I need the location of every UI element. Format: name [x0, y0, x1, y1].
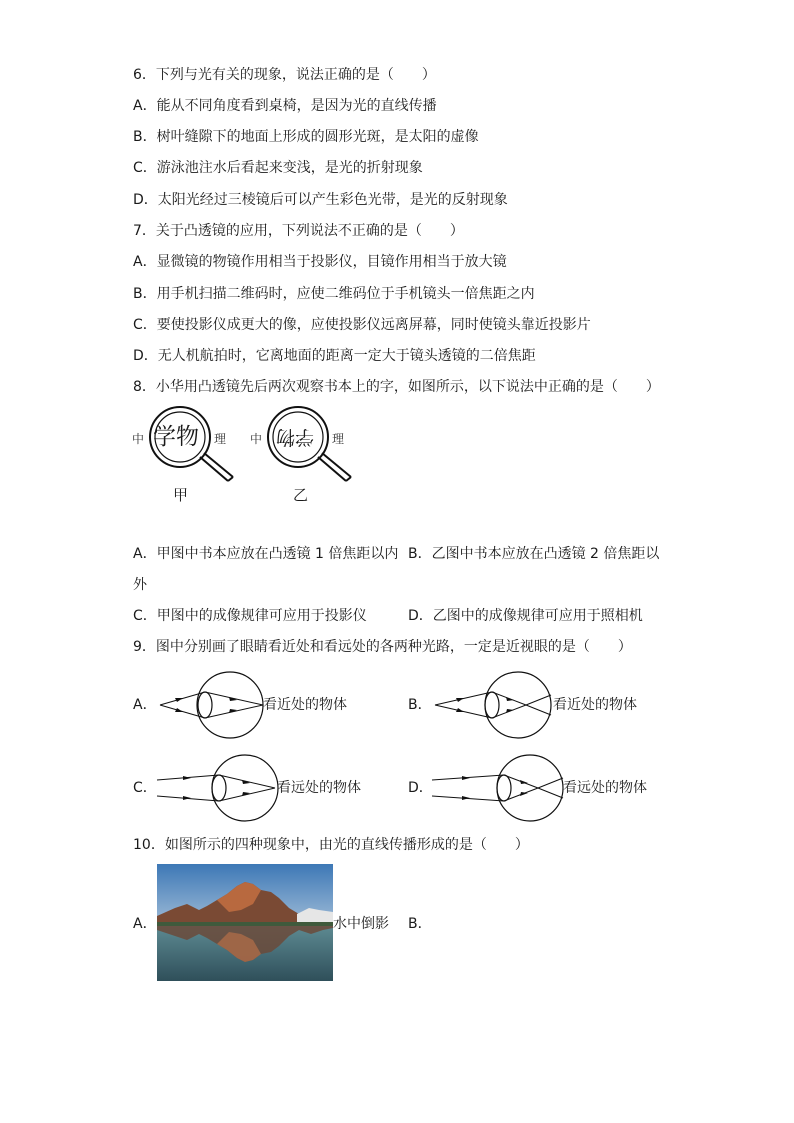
q6-option-b: B．树叶缝隙下的地面上形成的圆形光斑，是太阳的虚像	[133, 129, 479, 145]
q6-option-c: C．游泳池注水后看起来变浅，是光的折射现象	[133, 160, 423, 176]
q7-stem: 7．关于凸透镜的应用，下列说法不正确的是（ ）	[133, 223, 464, 239]
q10-option-a-caption: 水中倒影	[333, 916, 389, 932]
q8-option-b-continued: 外	[133, 577, 147, 593]
q8-yi-magnified-text: 学物	[276, 426, 315, 448]
q8-yi-left-char: 中	[250, 432, 263, 446]
q9-option-d-letter: D．	[408, 780, 433, 796]
q8-option-b: B．乙图中书本应放在凸透镜 2 倍焦距以	[408, 546, 660, 562]
q9-stem: 9．图中分别画了眼睛看近处和看远处的各两种光路，一定是近视眼的是（ ）	[133, 639, 632, 655]
q6-option-d: D．太阳光经过三棱镜后可以产生彩色光带，是光的反射现象	[133, 192, 508, 208]
q7-option-c: C．要使投影仪成更大的像，应使投影仪远离屏幕，同时使镜头靠近投影片	[133, 317, 591, 333]
q8-jia-left-char: 中	[132, 432, 145, 446]
q9-option-a-text: 看近处的物体	[263, 697, 347, 713]
q9-d-eye-diagram	[430, 753, 565, 823]
q10-stem: 10．如图所示的四种现象中，由光的直线传播形成的是（ ）	[133, 837, 529, 853]
q9-b-eye-diagram	[430, 670, 555, 740]
q8-option-d: D．乙图中的成像规律可应用于照相机	[408, 608, 643, 624]
q10-option-b-letter: B．	[408, 916, 432, 932]
q6-option-a: A．能从不同角度看到桌椅，是因为光的直线传播	[133, 98, 437, 114]
q9-c-eye-diagram	[155, 753, 280, 823]
q8-yi-right-char: 理	[332, 432, 345, 446]
q8-figure-jia	[130, 405, 250, 510]
q7-option-d: D．无人机航拍时，它离地面的距离一定大于镜头透镜的二倍焦距	[133, 348, 536, 364]
q8-stem: 8．小华用凸透镜先后两次观察书本上的字，如图所示，以下说法中正确的是（ ）	[133, 379, 660, 395]
q9-option-b-letter: B．	[408, 697, 432, 713]
q9-option-c-text: 看远处的物体	[277, 780, 361, 796]
q8-jia-right-char: 理	[214, 432, 227, 446]
q9-option-d-text: 看远处的物体	[563, 780, 647, 796]
q8-figure-yi	[248, 405, 368, 510]
magnifier-icon	[248, 405, 368, 495]
mountain-lake-reflection-photo	[157, 864, 333, 981]
q7-option-b: B．用手机扫描二维码时，应使二维码位于手机镜头一倍焦距之内	[133, 286, 535, 302]
q8-option-a: A．甲图中书本应放在凸透镜 1 倍焦距以内	[133, 546, 399, 562]
q8-option-c: C．甲图中的成像规律可应用于投影仪	[133, 608, 367, 624]
q8-jia-label: 甲	[173, 486, 189, 504]
q9-a-eye-diagram	[155, 670, 265, 740]
q9-option-b-text: 看近处的物体	[553, 697, 637, 713]
q10-option-a-letter: A．	[133, 916, 157, 932]
q9-option-c-letter: C．	[133, 780, 157, 796]
q8-yi-label: 乙	[293, 486, 309, 504]
q6-stem: 6．下列与光有关的现象，说法正确的是（ ）	[133, 67, 436, 83]
q9-option-a-letter: A．	[133, 697, 157, 713]
q7-option-a: A．显微镜的物镜作用相当于投影仪，目镜作用相当于放大镜	[133, 254, 507, 270]
q8-jia-magnified-text: 学物	[153, 424, 199, 450]
